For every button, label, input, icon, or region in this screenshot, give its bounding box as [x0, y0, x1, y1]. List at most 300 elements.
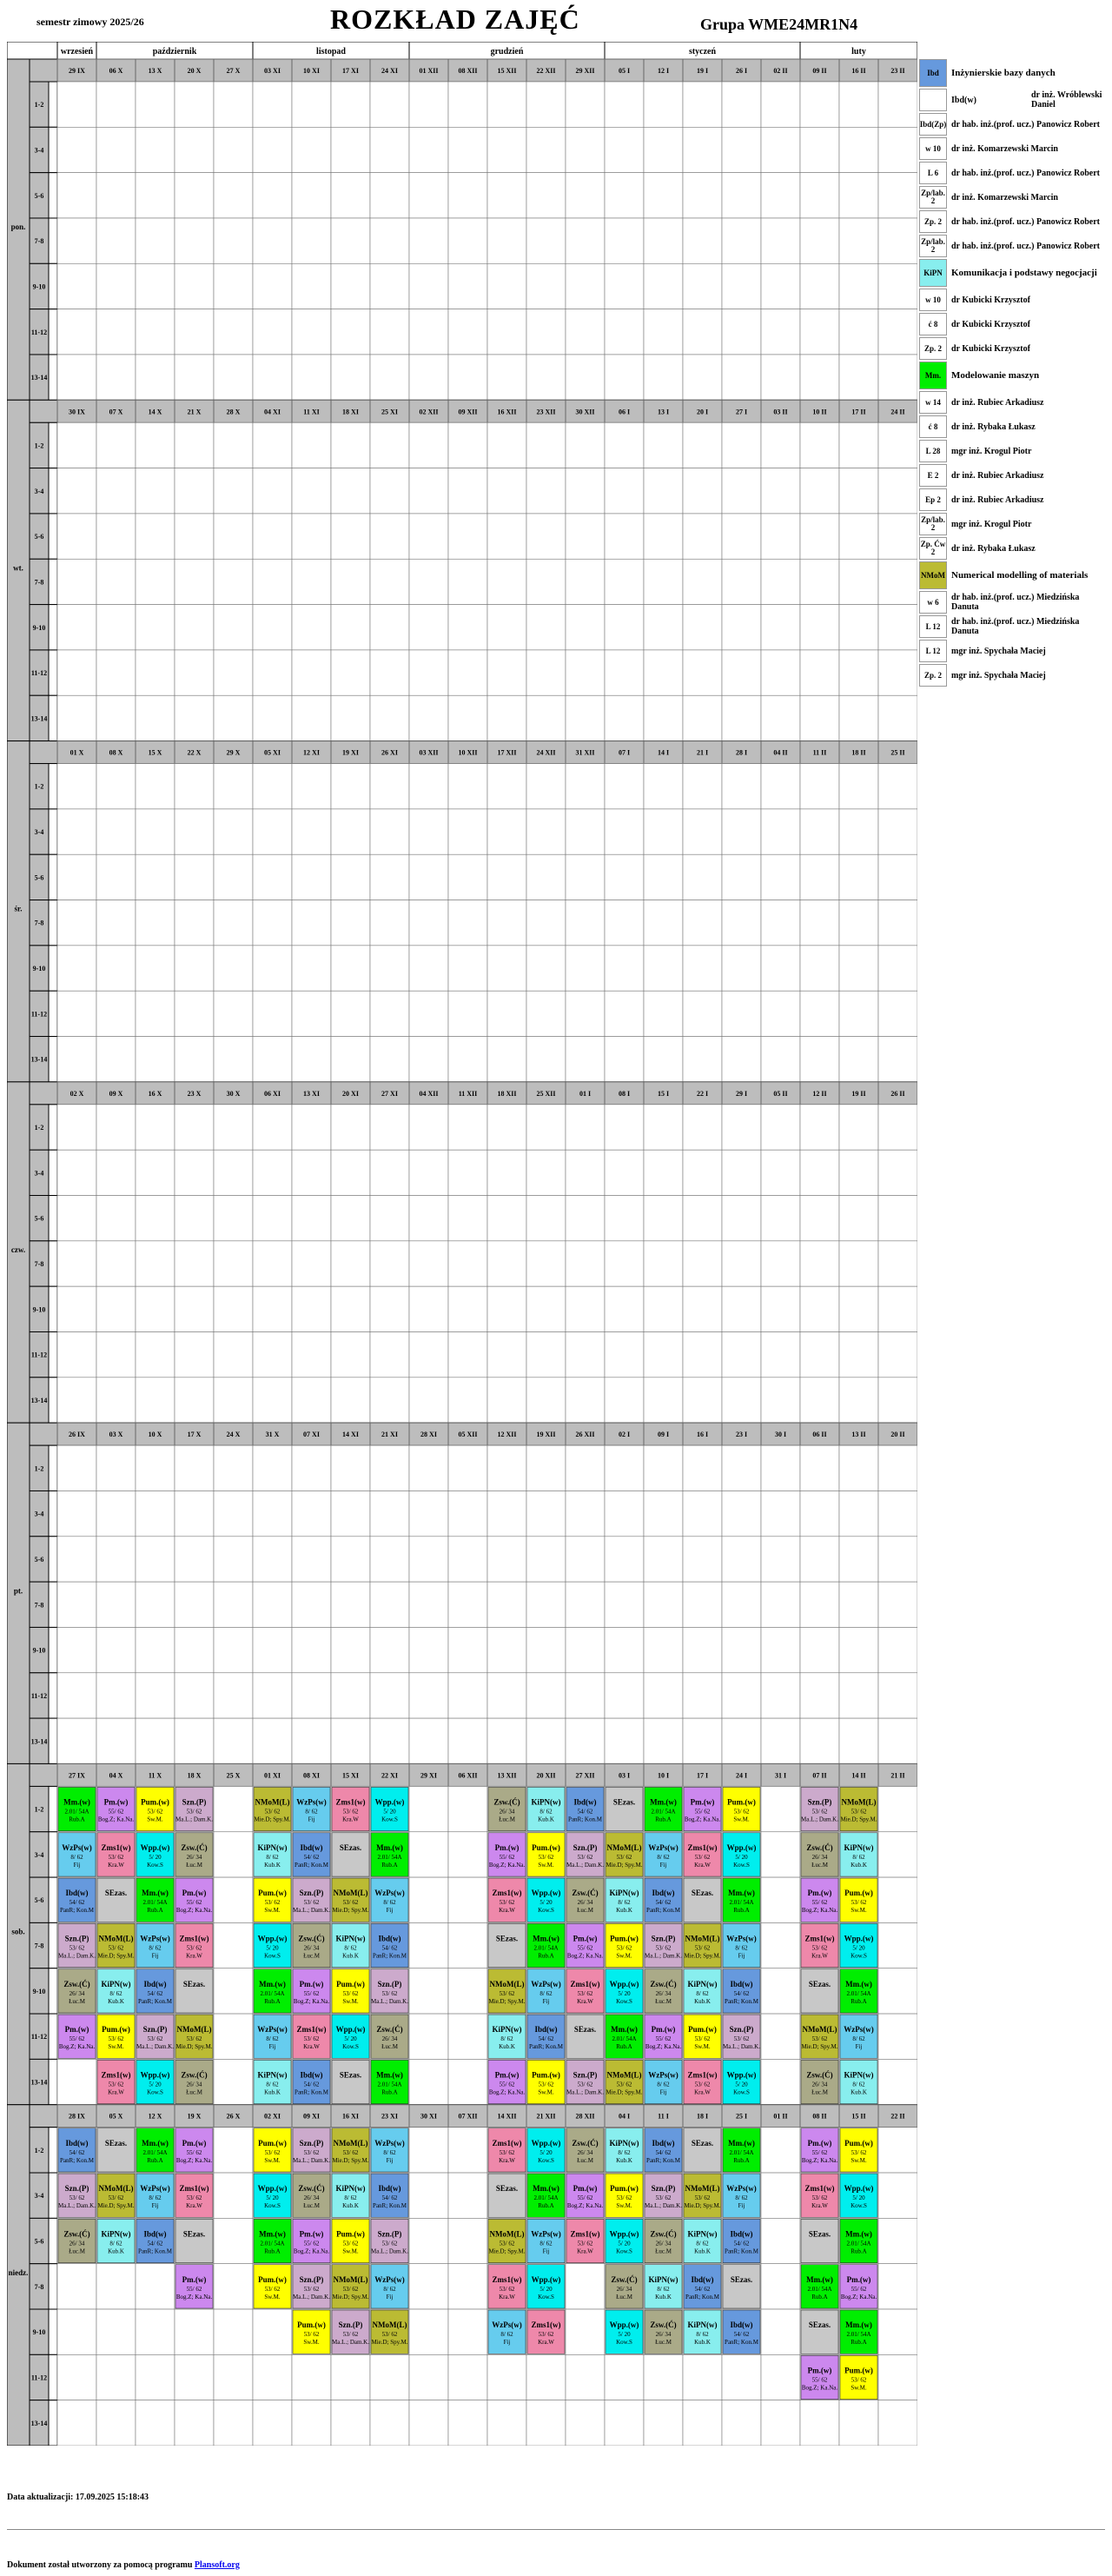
class-code: NMoM(L) — [333, 1889, 368, 1898]
class-room: 53/ 62 — [381, 2240, 398, 2247]
slot-cell — [878, 1378, 917, 1423]
date-label: 24 I — [735, 1771, 748, 1780]
date-label: 15 II — [851, 2112, 866, 2121]
slot-cell — [292, 650, 331, 695]
gutter-cell — [49, 1582, 57, 1627]
class-teacher: Bog.Z; Ka.Na. — [566, 1952, 604, 1960]
page-header — [0, 0, 1112, 43]
class-room: 2.01/ 54A — [142, 1899, 168, 1907]
subject-row — [919, 591, 1107, 614]
slot-cell — [839, 127, 878, 172]
slot-cell — [331, 1445, 370, 1490]
slot-cell — [448, 2014, 487, 2059]
slot-cell — [57, 854, 96, 900]
slot-cell — [839, 1378, 878, 1423]
slot-cell — [761, 1718, 800, 1763]
class-room: 54/ 62 — [655, 1899, 672, 1907]
slot-cell — [57, 1627, 96, 1672]
slot-cell — [566, 1331, 605, 1377]
slot-cell — [409, 1832, 448, 1877]
class-code: Pum.(w) — [610, 2184, 639, 2194]
slot-cell — [409, 173, 448, 218]
class-code: Ibd(w) — [300, 2070, 323, 2080]
class-room: 8/ 62 — [383, 1899, 396, 1907]
period-label: 1-2 — [34, 101, 44, 110]
slot-cell — [526, 1241, 566, 1286]
date-label: 02 I — [618, 1431, 631, 1439]
slot-cell — [409, 2014, 448, 2059]
class-code: Wpp.(w) — [257, 2184, 288, 2194]
class-code: WzPs(w) — [844, 2025, 874, 2035]
date-label: 10 I — [657, 1771, 670, 1780]
gutter-cell — [49, 1286, 57, 1331]
date-label: 14 II — [851, 1771, 866, 1780]
page-title: ROZKŁAD ZAJĘĆ — [330, 3, 580, 35]
class-cell — [684, 2128, 721, 2172]
class-code: Zms1(w) — [492, 2274, 522, 2284]
class-room: 2.01/ 54A — [807, 2285, 832, 2293]
class-teacher: Kow.S — [733, 2088, 750, 2096]
slot-cell — [214, 1718, 253, 1763]
slot-cell — [761, 1490, 800, 1536]
class-teacher: Rub.A — [655, 1816, 672, 1823]
slot-cell — [566, 468, 605, 514]
slot-cell — [722, 695, 761, 740]
slot-cell — [722, 218, 761, 263]
class-teacher: Mie.D; Spy.M. — [371, 2339, 408, 2347]
class-room: 8/ 62 — [344, 1944, 357, 1952]
slot-cell — [96, 1378, 136, 1423]
subject-row — [919, 362, 1107, 389]
slot-cell — [175, 1241, 214, 1286]
date-label: 19 I — [696, 67, 709, 75]
class-room: 54/ 62 — [381, 2194, 398, 2202]
date-label: 03 XII — [419, 748, 439, 757]
class-code: SEzas. — [612, 1797, 636, 1807]
gutter-cell — [49, 2218, 57, 2263]
subject-code: Zp. 2 — [919, 664, 947, 687]
slot-cell — [136, 946, 175, 991]
slot-cell — [566, 355, 605, 400]
class-code: Ibd(w) — [691, 2274, 714, 2284]
slot-cell — [57, 1241, 96, 1286]
class-code: Zsw.(Ć) — [63, 1979, 90, 1988]
class-room: 53/ 62 — [577, 1989, 593, 1997]
slot-cell — [409, 1286, 448, 1331]
slot-cell — [566, 1196, 605, 1241]
class-room: 26/ 34 — [186, 2081, 202, 2088]
subject-name: mgr inż. Krogul Piotr — [951, 519, 1032, 529]
class-code: Ibd(w) — [730, 1979, 753, 1988]
date-label: 05 XI — [264, 748, 281, 757]
class-room: 53/ 62 — [108, 1944, 124, 1952]
slot-cell — [722, 1718, 761, 1763]
class-teacher: Kub.K — [694, 2339, 711, 2347]
date-label: 04 XII — [419, 1089, 439, 1098]
slot-cell — [605, 263, 644, 309]
slot-cell — [683, 1196, 722, 1241]
slot-cell — [214, 1445, 253, 1490]
slot-cell — [566, 1490, 605, 1536]
class-code: KiPN(w) — [101, 2229, 131, 2239]
class-code: Pm.(w) — [103, 1797, 129, 1807]
slot-cell — [526, 764, 566, 809]
slot-cell — [292, 1241, 331, 1286]
slot-cell — [214, 309, 253, 355]
slot-cell — [214, 218, 253, 263]
slot-cell — [57, 1150, 96, 1195]
slot-cell — [683, 1150, 722, 1195]
slot-cell — [96, 218, 136, 263]
class-room: 54/ 62 — [147, 1989, 163, 1997]
class-code: SEzas. — [104, 1889, 128, 1898]
slot-cell — [409, 559, 448, 604]
class-room: 2.01/ 54A — [533, 1944, 559, 1952]
class-room: 55/ 62 — [303, 2240, 320, 2247]
slot-cell — [214, 1490, 253, 1536]
class-teacher: Fij — [659, 1861, 667, 1869]
slot-cell — [526, 809, 566, 854]
generator-link[interactable]: Plansoft.org — [194, 2560, 240, 2570]
slot-cell — [253, 514, 292, 559]
slot-cell — [605, 1105, 644, 1150]
class-room: 8/ 62 — [149, 1944, 162, 1952]
slot-cell — [566, 1037, 605, 1082]
class-code: Ibd(w) — [730, 2320, 753, 2330]
class-code: Mm.(w) — [611, 2025, 638, 2035]
subject-row — [919, 537, 1107, 560]
slot-cell — [566, 1718, 605, 1763]
slot-cell — [722, 1537, 761, 1582]
slot-cell — [448, 1037, 487, 1082]
date-label: 16 X — [148, 1089, 162, 1098]
subject-code: Zp. 2 — [919, 337, 947, 360]
class-room: 5/ 20 — [149, 1853, 162, 1861]
slot-cell — [526, 854, 566, 900]
class-code: Szn.(P) — [377, 2229, 402, 2239]
slot-cell — [214, 468, 253, 514]
slot-cell — [409, 1877, 448, 1922]
period-label: 7-8 — [34, 1942, 44, 1950]
date-label: 07 II — [812, 1771, 827, 1780]
slot-cell — [136, 1537, 175, 1582]
slot-cell — [800, 1150, 839, 1195]
class-room: 53/ 62 — [108, 2081, 124, 2088]
class-code: SEzas. — [182, 1979, 206, 1988]
class-cell — [175, 2219, 213, 2262]
slot-cell — [370, 355, 409, 400]
date-label: 16 XI — [342, 2112, 359, 2121]
group-label: Grupa WME24MR1N4 — [700, 16, 858, 33]
slot-cell — [761, 854, 800, 900]
class-code: Zms1(w) — [804, 2184, 835, 2194]
class-code: WzPs(w) — [531, 2229, 561, 2239]
slot-cell — [175, 355, 214, 400]
class-room: 5/ 20 — [383, 1808, 396, 1816]
slot-cell — [214, 764, 253, 809]
slot-cell — [605, 854, 644, 900]
slot-cell — [878, 1969, 917, 2014]
slot-cell — [722, 355, 761, 400]
class-room: 2.01/ 54A — [651, 1808, 676, 1816]
slot-cell — [683, 991, 722, 1036]
slot-cell — [253, 218, 292, 263]
class-room: 55/ 62 — [811, 1899, 828, 1907]
class-room: 2.01/ 54A — [846, 2240, 871, 2247]
slot-cell — [722, 1627, 761, 1672]
class-teacher: Łuc.M — [811, 1861, 828, 1869]
slot-cell — [722, 2400, 761, 2446]
slot-cell — [448, 809, 487, 854]
class-code: NMoM(L) — [606, 2070, 642, 2080]
class-room: 53/ 62 — [577, 2240, 593, 2247]
class-room: 8/ 62 — [266, 2035, 279, 2043]
class-teacher: Kra.W — [694, 2088, 711, 2096]
slot-cell — [878, 355, 917, 400]
class-room: 53/ 62 — [499, 2240, 515, 2247]
slot-cell — [57, 1378, 96, 1423]
class-room: 2.01/ 54A — [533, 2194, 559, 2202]
class-code: NMoM(L) — [606, 1842, 642, 1852]
slot-cell — [331, 854, 370, 900]
subject-code: Ibd — [919, 59, 947, 87]
slot-cell — [722, 991, 761, 1036]
class-room: 5/ 20 — [618, 2240, 631, 2247]
class-code: Pm.(w) — [182, 2274, 207, 2284]
slot-cell — [253, 1537, 292, 1582]
subject-name: dr hab. inż.(prof. ucz.) Panowicz Robert — [951, 241, 1101, 251]
class-room: 54/ 62 — [303, 1853, 320, 1861]
slot-cell — [761, 1196, 800, 1241]
slot-cell — [878, 2400, 917, 2446]
slot-cell — [292, 900, 331, 946]
class-room: 8/ 62 — [735, 1944, 748, 1952]
class-code: Szn.(P) — [142, 2025, 168, 2035]
slot-cell — [526, 991, 566, 1036]
slot-cell — [644, 695, 683, 740]
date-label: 22 II — [890, 2112, 905, 2121]
slot-cell — [96, 764, 136, 809]
class-code: KiPN(w) — [687, 1979, 718, 1988]
period-label: 9-10 — [32, 1305, 46, 1314]
slot-cell — [644, 127, 683, 172]
slot-cell — [370, 1718, 409, 1763]
slot-cell — [136, 1445, 175, 1490]
class-teacher: Kub.K — [694, 2247, 711, 2255]
class-teacher: Ma.L.; Dam.K. — [293, 1907, 330, 1915]
class-room: 55/ 62 — [499, 2081, 515, 2088]
slot-cell — [566, 854, 605, 900]
class-teacher: Łuc.M — [655, 2247, 672, 2255]
class-room: 53/ 62 — [264, 1899, 281, 1907]
slot-cell — [487, 468, 526, 514]
date-label: 06 XII — [458, 1771, 478, 1780]
class-cell — [801, 1969, 838, 2013]
date-label: 17 X — [187, 1431, 202, 1439]
slot-cell — [448, 1832, 487, 1877]
class-teacher: Bog.Z; Ka.Na. — [488, 1861, 526, 1869]
slot-cell — [136, 1331, 175, 1377]
class-code: Zsw.(Ć) — [181, 1842, 208, 1852]
date-label: 13 XII — [497, 1771, 517, 1780]
class-teacher: Kub.K — [616, 1907, 632, 1915]
class-room: 53/ 62 — [655, 1944, 672, 1952]
slot-cell — [526, 1445, 566, 1490]
subject-row — [919, 640, 1107, 662]
date-label: 31 XII — [575, 748, 595, 757]
slot-cell — [566, 991, 605, 1036]
class-code: Zms1(w) — [804, 1934, 835, 1943]
class-room: 53/ 62 — [538, 1853, 554, 1861]
slot-cell — [487, 946, 526, 991]
slot-cell — [526, 559, 566, 604]
slot-cell — [409, 1718, 448, 1763]
slot-cell — [253, 2400, 292, 2446]
class-teacher: Łuc.M — [577, 2156, 593, 2164]
slot-cell — [292, 309, 331, 355]
slot-cell — [487, 695, 526, 740]
slot-cell — [370, 422, 409, 468]
slot-cell — [214, 946, 253, 991]
class-teacher: Bog.Z; Ka.Na. — [645, 2043, 682, 2051]
gutter-cell — [49, 309, 57, 355]
subject-row — [919, 337, 1107, 360]
slot-cell — [487, 1150, 526, 1195]
date-label: 26 IX — [69, 1431, 85, 1439]
slot-cell — [409, 650, 448, 695]
class-room: 8/ 62 — [305, 1808, 318, 1816]
slot-cell — [683, 127, 722, 172]
class-code: Szn.(P) — [651, 2184, 676, 2194]
period-label: 3-4 — [34, 146, 44, 155]
slot-cell — [878, 605, 917, 650]
class-teacher: Ma.L.; Dam.K. — [332, 2339, 369, 2347]
class-code: Pum.(w) — [258, 1889, 287, 1898]
class-teacher: Fij — [855, 2043, 863, 2051]
slot-cell — [800, 127, 839, 172]
slot-cell — [96, 1627, 136, 1672]
slot-cell — [175, 650, 214, 695]
slot-cell — [526, 468, 566, 514]
slot-cell — [175, 1286, 214, 1331]
class-teacher: Ma.L.; Dam.K. — [723, 2043, 760, 2051]
class-teacher: Kub.K — [342, 2202, 359, 2210]
slot-cell — [605, 900, 644, 946]
slot-cell — [683, 468, 722, 514]
slot-cell — [448, 2218, 487, 2263]
subject-name: dr inż. Rubiec Arkadiusz — [951, 495, 1044, 505]
class-room: 53/ 62 — [342, 1989, 359, 1997]
class-room: 2.01/ 54A — [729, 2148, 754, 2156]
class-room: 5/ 20 — [149, 2081, 162, 2088]
slot-cell — [839, 218, 878, 263]
slot-cell — [722, 1378, 761, 1423]
slot-cell — [292, 422, 331, 468]
slot-cell — [526, 1105, 566, 1150]
class-teacher: Mie.D; Spy.M. — [175, 2043, 213, 2051]
slot-cell — [800, 1286, 839, 1331]
slot-cell — [839, 468, 878, 514]
class-teacher: Mie.D; Spy.M. — [606, 1861, 643, 1869]
slot-cell — [409, 1445, 448, 1490]
slot-cell — [761, 1378, 800, 1423]
subject-row — [919, 59, 1107, 87]
class-code: Zsw.(Ć) — [572, 1889, 599, 1898]
date-label: 19 XII — [536, 1431, 556, 1439]
class-code: Pum.(w) — [258, 2138, 287, 2148]
period-label: 13-14 — [30, 714, 48, 723]
slot-cell — [292, 1378, 331, 1423]
class-room: 53/ 62 — [342, 1808, 359, 1816]
class-room: 26/ 34 — [655, 1989, 672, 1997]
date-label: 06 XI — [264, 1089, 281, 1098]
gutter-cell — [49, 355, 57, 400]
slot-cell — [526, 263, 566, 309]
slot-cell — [175, 218, 214, 263]
slot-cell — [175, 2309, 214, 2354]
slot-cell — [800, 468, 839, 514]
slot-cell — [96, 1718, 136, 1763]
date-label: 15 I — [657, 1089, 670, 1098]
slot-cell — [370, 309, 409, 355]
class-room: 55/ 62 — [186, 2285, 202, 2293]
slot-cell — [566, 2309, 605, 2354]
slot-cell — [57, 127, 96, 172]
subject-code: w 6 — [919, 591, 947, 614]
class-code: KiPN(w) — [101, 1979, 131, 1988]
slot-cell — [644, 1196, 683, 1241]
subject-name: dr inż. Rybaka Łukasz — [951, 543, 1036, 554]
slot-cell — [175, 309, 214, 355]
slot-cell — [214, 900, 253, 946]
subject-row — [919, 89, 1107, 111]
slot-cell — [761, 1037, 800, 1082]
slot-cell — [722, 1445, 761, 1490]
slot-cell — [136, 422, 175, 468]
day-label: czw. — [10, 1245, 26, 1254]
date-label: 27 XI — [381, 1089, 398, 1098]
slot-cell — [878, 1786, 917, 1831]
slot-cell — [800, 991, 839, 1036]
slot-cell — [526, 1673, 566, 1718]
slot-cell — [761, 1832, 800, 1877]
slot-cell — [409, 1105, 448, 1150]
slot-cell — [839, 1627, 878, 1672]
date-label: 04 II — [773, 748, 788, 757]
slot-cell — [683, 1673, 722, 1718]
class-teacher: Bog.Z; Ka.Na. — [175, 2156, 213, 2164]
slot-cell — [839, 422, 878, 468]
class-teacher: Ma.L.; Dam.K. — [566, 2088, 604, 2096]
period-label: 11-12 — [30, 1351, 48, 1359]
slot-cell — [292, 82, 331, 127]
slot-cell — [136, 1241, 175, 1286]
slot-cell — [605, 1537, 644, 1582]
slot-cell — [878, 1445, 917, 1490]
class-teacher: Łuc.M — [69, 1997, 85, 2005]
class-code: Wpp.(w) — [531, 2274, 561, 2284]
slot-cell — [57, 309, 96, 355]
slot-cell — [331, 695, 370, 740]
class-teacher: Rub.A — [851, 2247, 867, 2255]
class-code: Wpp.(w) — [531, 1889, 561, 1898]
slot-cell — [136, 1150, 175, 1195]
slot-cell — [644, 2354, 683, 2400]
subject-name: mgr inż. Spychała Maciej — [951, 670, 1046, 681]
slot-cell — [136, 1582, 175, 1627]
slot-cell — [800, 173, 839, 218]
slot-cell — [409, 1241, 448, 1286]
